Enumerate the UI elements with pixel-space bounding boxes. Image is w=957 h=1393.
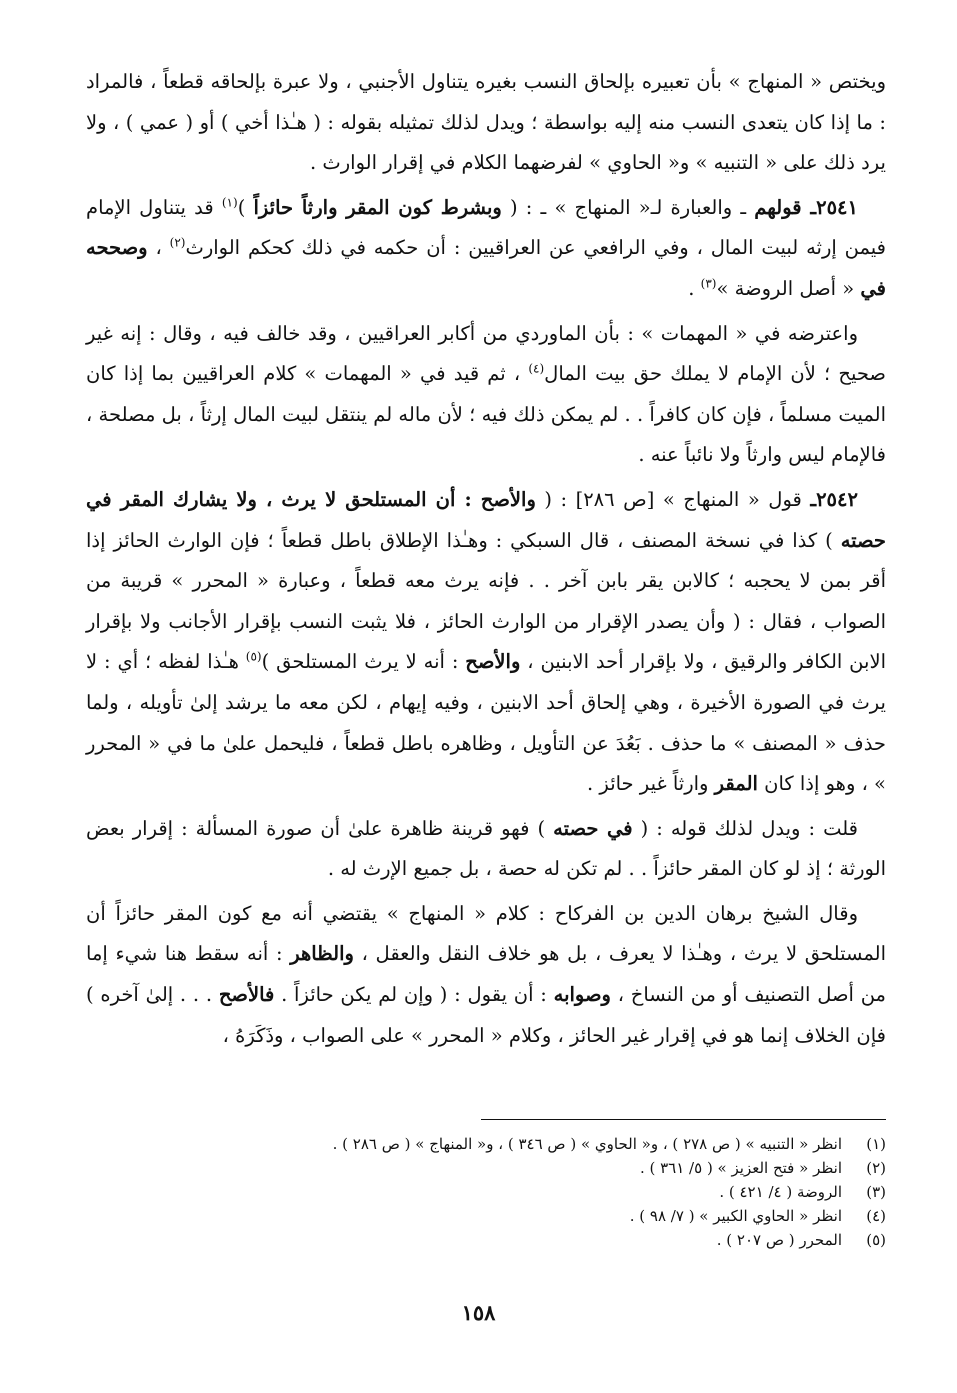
paragraph: [86, 480, 886, 805]
text-run: وقال الشيخ برهان الدين بن الفركاح : كلام « المنهاج » يقتضي أنه مع كون المقر حائزاً أن المستلحق لا يرث ، وهـٰذا لا يعرف ، بل هو خلاف النقل والعقل ،: [86, 901, 887, 966]
text-run: ) كذا في نسخة المصنف ، قال السبكي : وهـٰذا الإطلاق باطل قطعاً ؛ فإن الوارث الحائز إذا أقر بمن لا يحجبه ؛ كالابن يقر بابن آخر . . فإنه يرث معه قطعاً ، وعبارة « المحرر » قريبة من الصواب ، فقال : ( وأن يصدر الإقرار من الوارث الحائز ، فلا يثبت النسب بإقرار الأجانب ولا بإقرار الابن الكافر والرقيق ، ولا بإقرار أحد الابنين ،: [86, 528, 886, 674]
text-run: ويختص « المنهاج » بأن تعبيره بإلحاق النسب بغيره يتناول الأجنبي ، ولا عبرة بإلحاقه قطعاً ، فالمراد : ما إذا كان يتعدى النسب منه إليه بواسطة ؛ ويدل لذلك تمثيله بقوله : ( هـٰذا أخي ) أو ( عمي ) ، ولا يرد ذلك على « التنبيه » و« الحاوي » لفرضهما الكلام في إقرار الوارث .: [86, 70, 886, 175]
text-run: قلت : ويدل لذلك قوله : (: [632, 816, 859, 840]
paragraph: [86, 894, 886, 1056]
footnote-text: انظر « التنبيه » ( ص ٢٧٨ ) ، و« الحاوي » ( ص ٣٤٦ ) ، و« المنهاج » ( ص ٢٨٦ ) .: [332, 1135, 842, 1153]
text-run: .: [688, 276, 701, 300]
bold-run: فالأصح: [218, 983, 275, 1007]
text-run: ): [237, 195, 254, 219]
text-run: : أنه لا يرث المستلحق ): [261, 650, 466, 674]
footnote-item: [86, 1156, 886, 1180]
paragraph: [86, 809, 886, 890]
text-run: « أصل الروضة »: [716, 276, 861, 300]
bold-run: المقر: [714, 772, 758, 796]
text-run: ـ والعبارة لـ« المنهاج » ـ : (: [501, 195, 755, 219]
footnote-divider: [481, 1119, 886, 1120]
footnote-text: انظر « فتح العزيز » ( ٥/ ٣٦١ ) .: [639, 1159, 842, 1177]
footnote-ref: (٤): [528, 361, 545, 376]
text-run: هـٰذا لفظه ؛ أي : لا يرث في الصورة الأخيرة ، وهي إلحاق أحد الابنين ، وفيه إيهام ، لكن معه ما يرشد إلىٰ تأويله ، ولما حذف « المصنف » ما حذف . بَعُدَ عن التأويل ، وظاهره باطل قطعاً ، فليحمل علىٰ ما في « المحرر » ، وهو إذا كان: [86, 650, 886, 796]
paragraph: [86, 314, 886, 476]
bold-run: في حصته: [553, 816, 633, 840]
footnote-ref: (٥): [245, 649, 262, 664]
footnote-text: انظر « الحاوي الكبير » ( ٧/ ٩٨ ) .: [629, 1207, 842, 1225]
bold-run: ٢٥٤٢ـ: [810, 487, 858, 511]
footnote-number: (٤): [866, 1207, 886, 1225]
bold-run: وصححه في: [86, 236, 886, 300]
text-run: واعترضه في « المهمات » : بأن الماوردي من أكابر العراقيين ، وقد خالف فيه ، وقال : إنه غير صحيح ؛ لأن الإمام لا يملك حق بيت المال: [86, 321, 886, 386]
text-run: قول « المنهاج » [ص ٢٨٦] : (: [535, 487, 811, 511]
page-number: ١٥٨: [461, 1300, 496, 1325]
text-run: ،: [147, 236, 170, 260]
bold-run: وبشرط كون المقر وارثاً حائزاً: [253, 195, 502, 219]
footnote-number: (١): [866, 1135, 886, 1153]
footnote-ref: (٢): [169, 235, 186, 250]
bold-run: والظاهر: [290, 942, 354, 966]
footnote-ref: (١): [221, 195, 238, 210]
text-run: : أنه سقط هنا شيء إما من أصل التصنيف أو من النساخ ،: [86, 942, 886, 1007]
paragraph: [86, 188, 886, 310]
paragraph: [86, 62, 886, 184]
footnotes: [86, 1132, 886, 1252]
bold-run: والأصح : أن المستلحق لا يرث ، ولا يشارك المقر في حصته: [86, 487, 886, 552]
bold-run: والأصح: [465, 650, 521, 674]
main-text: [86, 62, 886, 1060]
footnote-ref: (٣): [700, 276, 717, 291]
footnote-item: [86, 1228, 886, 1252]
text-run: ، ثم قيد في « المهمات » كلام العراقيين بما إذا كان الميت مسلماً ، فإن كان كافراً . . لم يمكن ذلك فيه ؛ لأن ماله لم ينتقل لبيت المال إرثاً ، بل مصلحة ، فالإمام ليس وارثاً ولا نائباً عنه .: [86, 362, 886, 467]
footnote-number: (٣): [866, 1183, 886, 1201]
bold-run: وصوابه: [553, 983, 611, 1007]
footnote-number: (٥): [866, 1231, 886, 1249]
text-run: . . . إلىٰ آخره ) فإن الخلاف إنما هو في إقرار غير الحائز ، وكلام « المحرر » على الصواب ، وذَكَرَهُ ،: [86, 983, 886, 1047]
footnote-number: (٢): [866, 1159, 886, 1177]
text-run: : أن يقول : ( وإن لم يكن حائزاً .: [274, 983, 554, 1007]
text-run: قد يتناول الإمام فيمن إرثه لبيت المال ، وفي الرافعي عن العراقيين : أن حكمه في ذلك كحكم الوارث: [86, 195, 886, 260]
footnote-text: الروضة ( ٤/ ٤٢١ ) .: [719, 1183, 842, 1201]
text-run: وارثاً غير حائز .: [587, 772, 715, 796]
footnote-item: [86, 1204, 886, 1228]
footnote-item: [86, 1132, 886, 1156]
footnote-item: [86, 1180, 886, 1204]
text-run: ) فهو قرينة ظاهرة علىٰ أن صورة المسألة : إقرار بعض الورثة ؛ إذ لو كان المقر حائزاً . . لم تكن له حصة ، بل جميع الإرث له .: [86, 816, 886, 881]
footnote-text: المحرر ( ص ٢٠٧ ) .: [716, 1231, 842, 1249]
bold-run: ٢٥٤١ـ قولهم: [754, 195, 858, 219]
